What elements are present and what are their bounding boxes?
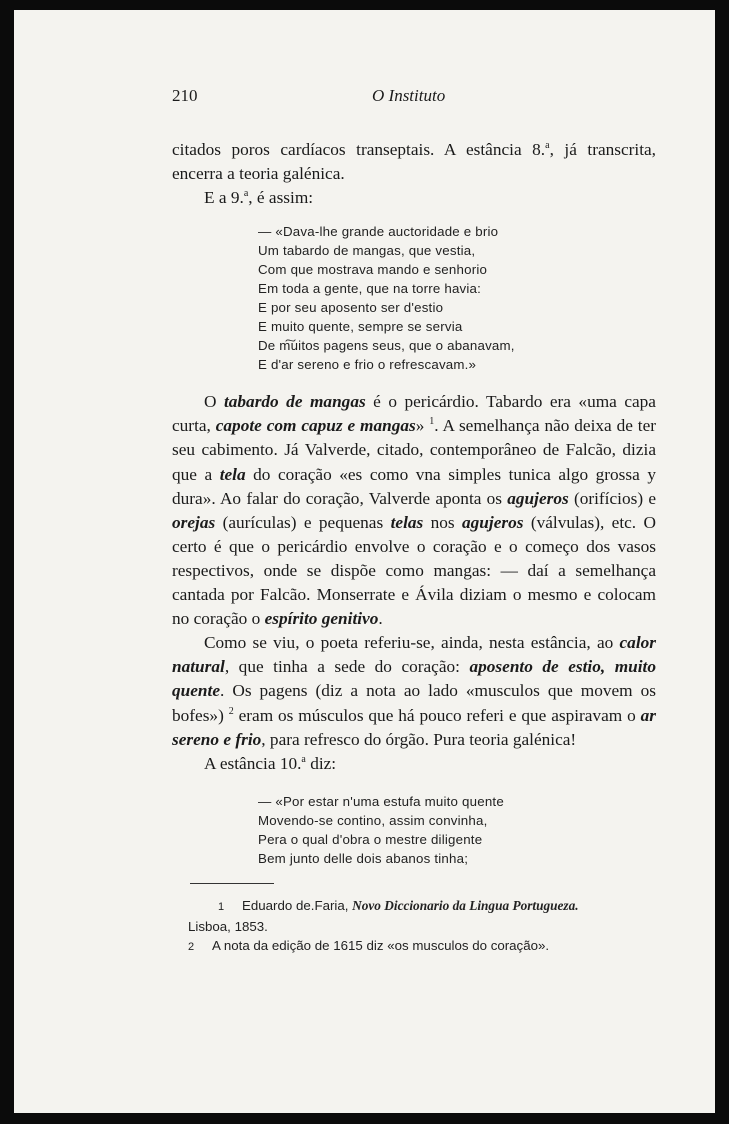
text-run: . [378,609,383,629]
italic-term: orejas [172,512,216,532]
footnote-mark: 1 [218,901,225,913]
main-text [172,138,656,868]
paragraph-3 [172,390,656,631]
text-run: . Os pagens (diz a nota ao lado «musculos que movem os bofes») [172,681,656,725]
verse-line: E por seu aposento ser d'estio [258,300,444,316]
paragraph-5 [172,752,656,776]
text-run: Lisboa, 1853. [188,919,268,934]
text-run: E a 9. [204,188,244,208]
verse-line: E d'ar sereno e frio o refrescavam.» [258,357,477,373]
verse-quote-stanza-10 [258,792,656,868]
text-run: nos [423,512,463,532]
verse-line: Com que mostrava mando e senhorio [258,262,488,278]
italic-term: aposento de estio, muito quente [172,657,656,701]
text-run: do coração «es como vna simples tunica algo grossa y dura». Ao falar do coração, Valverde aponta os [172,464,656,508]
text-run: é o pericárdio. Tabardo era «uma capa curta, [172,392,656,436]
text-run: Eduardo de.Faria, [242,898,353,913]
verse-line: Um tabardo de mangas, que vestia, [258,243,476,259]
verse-line: De m͠uitos pagens seus, que o abanavam, [258,338,515,354]
italic-term: espírito genitivo [264,609,379,629]
text-run: » [415,416,430,436]
text-run: O [204,392,224,412]
text-run: , é assim: [248,188,314,208]
page-number: 210 [172,86,198,105]
italic-term: agujeros [507,488,569,508]
paragraph-1 [172,138,656,186]
text-run: . A semelhança não deixa de ter seu cabimento. Já Valverde, citado, contemporâneo de Falcão, dizia que a [172,416,656,484]
text-run: citados poros cardíacos transeptais. A estância 8. [172,140,546,159]
footnote-1 [188,896,658,936]
ordinal-mark: a [301,753,306,765]
verse-line: — «Por estar n'uma estufa muito quente [258,793,504,809]
ordinal-mark: a [243,188,249,200]
footnote-mark: 2 [188,941,195,953]
italic-term: tabardo de mangas [223,392,366,412]
text-run: (válvulas), etc. O certo é que o pericárdio envolve o coração e o começo dos vasos respectivos, onde se dispõe como mangas: — daí a semelhança cantada por Falcão. Monserrate e Ávila diziam o mesmo e colocam no coração o [172,512,656,629]
text-run: A nota da edição de 1615 diz «os musculos do coração». [212,938,550,953]
text-run: (orifícios) e [568,488,656,508]
footnotes [188,896,658,957]
verse-quote-stanza-9 [258,222,656,374]
text-run: , já transcrita, encerra a teoria galénica. [172,140,656,184]
italic-term: ar sereno e frio [172,705,656,749]
text-run: A estância 10. [204,753,302,773]
italic-term: telas [390,512,424,532]
paragraph-4 [172,631,656,751]
verse-line: — «Dava-lhe grande auctoridade e brio [258,224,499,240]
verse-line: Em toda a gente, que na torre havia: [258,281,482,297]
running-header [172,86,592,110]
italic-term: capote com capuz e mangas [215,416,416,436]
verse-line: Pera o qual d'obra o mestre diligente [258,831,483,847]
ordinal-mark: a [545,140,550,152]
footnote-2 [188,936,658,957]
italic-title: Novo Diccionario da Lingua Portugueza. [352,898,579,913]
paragraph-2 [172,186,656,210]
footnote-ref[interactable]: 2 [228,705,234,717]
book-page [14,10,715,1113]
text-run: Como se viu, o poeta referiu-se, ainda, nesta estância, ao [204,633,620,653]
verse-line: Bem junto delle dois abanos tinha; [258,850,469,866]
text-run: eram os músculos que há pouco referi e que aspiravam o [233,705,641,725]
italic-term: agujeros [462,512,524,532]
journal-title: O Instituto [372,86,446,105]
verse-line: Movendo-se contino, assim convinha, [258,812,488,828]
italic-term: tela [219,464,246,484]
verse-line: E muito quente, sempre se servia [258,319,463,335]
italic-term: calor natural [172,633,656,677]
text-run: , para refresco do órgão. Pura teoria galénica! [261,729,577,749]
text-run: (aurículas) e pequenas [215,512,391,532]
footnote-divider [190,883,274,884]
footnote-ref[interactable]: 1 [429,416,435,428]
text-run: , que tinha a sede do coração: [224,657,470,677]
text-run: diz: [305,753,337,773]
